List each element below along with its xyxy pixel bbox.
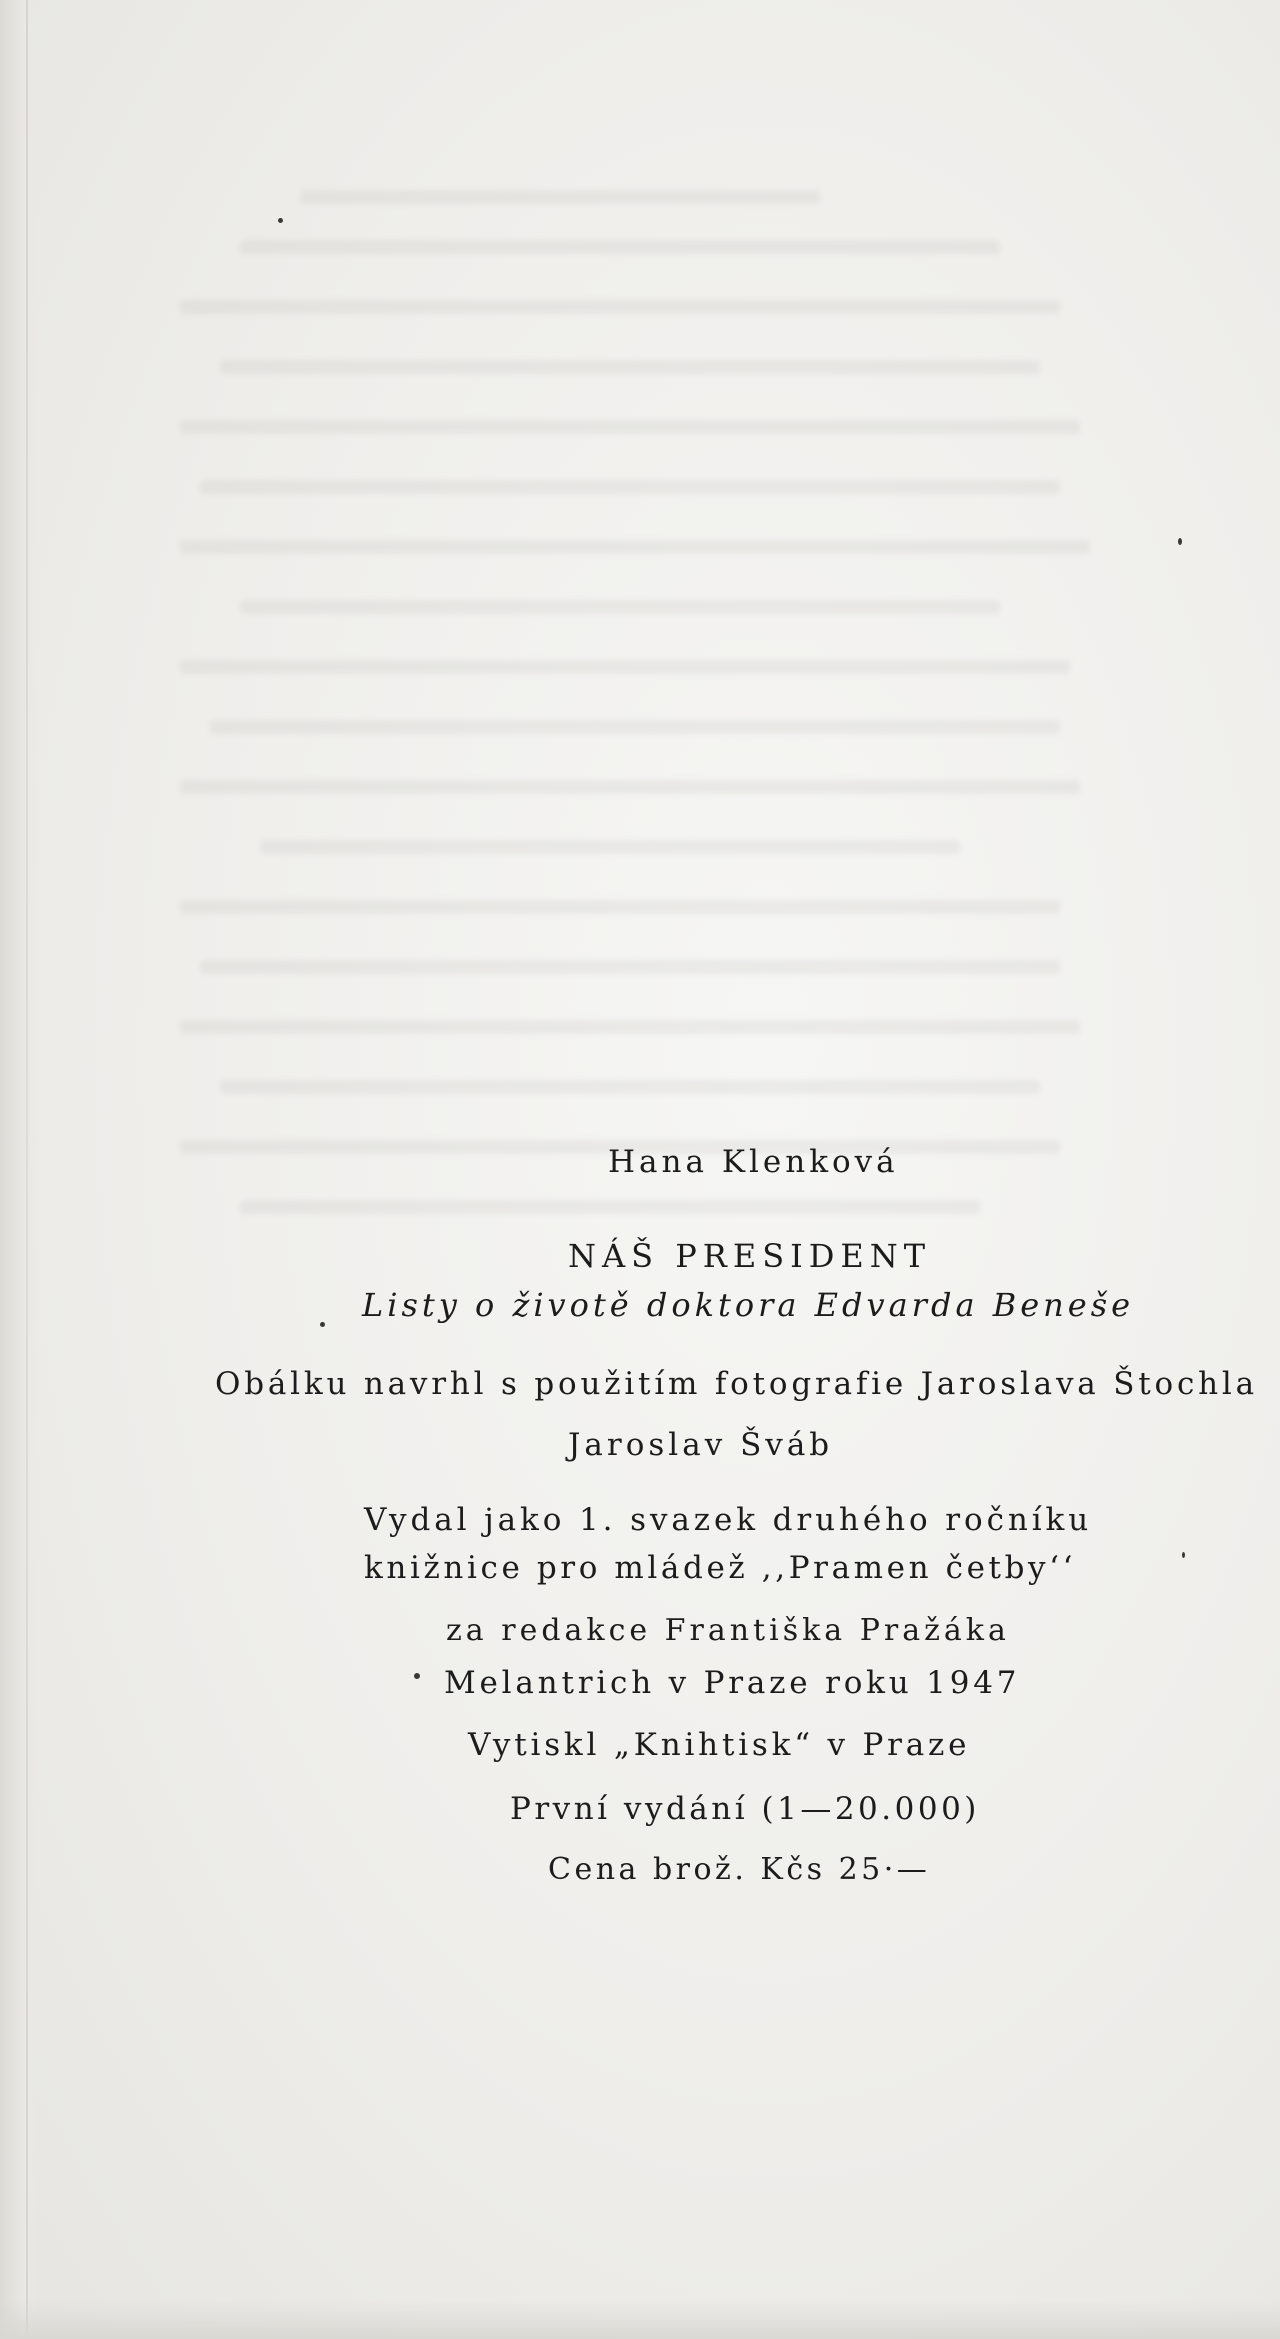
ink-speck (1178, 538, 1182, 545)
cover-credit: Obálku navrhl s použitím fotografie Jaroslava Štochla (215, 1366, 1258, 1402)
ink-speck (320, 1322, 325, 1327)
cover-artist: Jaroslav Šváb (568, 1427, 834, 1463)
ink-speck (414, 1673, 420, 1679)
author-name: Hana Klenková (608, 1144, 899, 1180)
series-name: knižnice pro mládež ,,Pramen četby‘‘ (364, 1550, 1077, 1586)
series-editor: za redakce Františka Pražáka (446, 1613, 1010, 1648)
page-edge-line (26, 0, 28, 2339)
page-bottom-edge (0, 2300, 1280, 2339)
ink-speck (278, 218, 283, 223)
printer-line: Vytiskl „Knihtisk“ v Praze (468, 1727, 971, 1763)
book-subtitle: Listy o životě doktora Edvarda Beneše (362, 1286, 1135, 1324)
edition-line: První vydání (1—20.000) (510, 1791, 980, 1827)
book-title: NÁŠ PRESIDENT (568, 1237, 932, 1275)
page-binding-shadow (0, 0, 40, 2339)
price-line: Cena brož. Kčs 25·— (548, 1852, 931, 1887)
series-volume: Vydal jako 1. svazek druhého ročníku (364, 1502, 1093, 1538)
publisher-line: Melantrich v Praze roku 1947 (444, 1665, 1021, 1701)
